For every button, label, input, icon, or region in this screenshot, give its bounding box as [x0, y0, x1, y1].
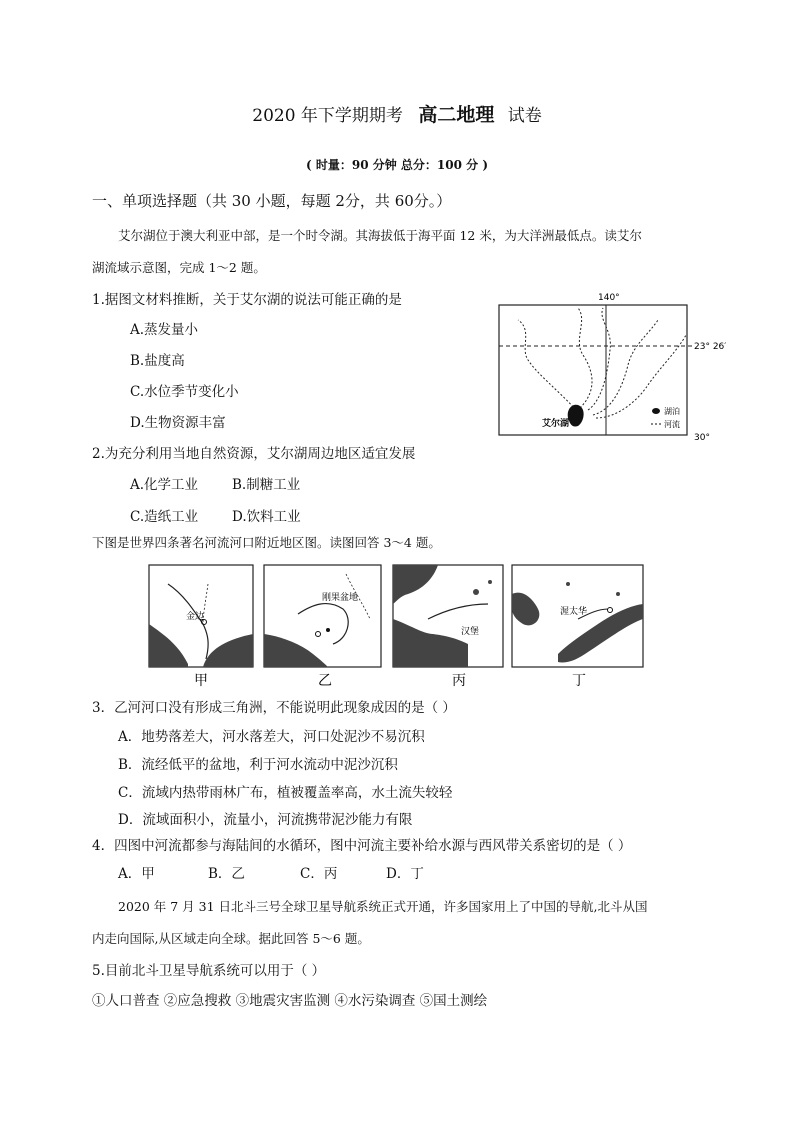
- title-subject: 高二地理: [418, 104, 495, 126]
- legend-lake-icon: [652, 408, 660, 414]
- passage3-line1: 2020 年 7 月 31 日北斗三号全球卫星导航系统正式开通，许多国家用上了中国的导航,北斗从国: [118, 899, 648, 914]
- q3-option-a: A．地势落差大，河水落差大，河口处泥沙不易沉积: [118, 729, 425, 745]
- map-label-yi: 乙: [318, 673, 332, 688]
- map-panel-bing: [393, 565, 503, 667]
- q4-option-b: B．乙: [208, 866, 245, 882]
- q4-option-a: A．甲: [118, 866, 155, 882]
- legend-river-label: 河流: [664, 420, 680, 429]
- section-heading: 一、单项选择题（共 30 小题，每题 2分，共 60分。）: [92, 192, 452, 210]
- map1-lon-label: 140°: [598, 293, 620, 303]
- map-label-ding: 丁: [572, 673, 586, 688]
- q2-option-b: B.制糖工业: [232, 477, 301, 493]
- passage1-line2: 湖流域示意图，完成 1～2 题。: [92, 260, 266, 275]
- q2-option-d: D.饮料工业: [232, 509, 301, 525]
- map-label-jia: 甲: [194, 673, 208, 688]
- map-label-bing: 丙: [452, 673, 466, 688]
- q3-stem: 3．乙河河口没有形成三角洲，不能说明此现象成因的是（ ）: [92, 700, 456, 716]
- q1-option-a: A.蒸发量小: [130, 322, 199, 338]
- map-panel-ding: [512, 565, 643, 667]
- map-bing-place: 汉堡: [461, 627, 480, 637]
- map-ding-place: 渥太华: [560, 607, 588, 617]
- map1-lake-label: 艾尔湖: [542, 419, 570, 429]
- legend-lake-label: 湖泊: [664, 407, 680, 416]
- map-jia-place: 金边: [186, 612, 205, 622]
- q3-option-c: C．流域内热带雨林广布，植被覆盖率高，水土流失较轻: [118, 785, 453, 801]
- q1-option-c: C.水位季节变化小: [130, 384, 239, 400]
- q1-option-d: D.生物资源丰富: [130, 415, 226, 431]
- q4-option-d: D．丁: [386, 866, 424, 882]
- title-prefix: 2020 年下学期期考: [252, 106, 403, 126]
- q5-stem: 5.目前北斗卫星导航系统可以用于（ ）: [92, 963, 326, 979]
- passage2-text: 下图是世界四条著名河流河口附近地区图。读图回答 3～4 题。: [92, 535, 441, 550]
- map1-lat-top-label: 23° 26′: [694, 342, 727, 352]
- q4-option-c: C．丙: [300, 866, 338, 882]
- map-panel-jia: [149, 565, 253, 667]
- lake-eyre-map: [498, 290, 748, 445]
- passage1-line1: 艾尔湖位于澳大利亚中部，是一个时令湖。其海拔低于海平面 12 米，为大洋洲最低点。读艾尔: [118, 228, 642, 243]
- q2-option-c: C.造纸工业: [130, 509, 199, 525]
- q2-option-a: A.化学工业: [130, 477, 199, 493]
- river-mouth-maps: [148, 564, 644, 688]
- q3-option-d: D．流域面积小，流量小，河流携带泥沙能力有限: [118, 812, 413, 828]
- q3-option-b: B．流经低平的盆地，利于河水流动中泥沙沉积: [118, 757, 398, 773]
- map1-lat-bottom-label: 30°: [694, 433, 710, 443]
- exam-subtitle: ( 时量：90 分钟 总分：100 分 ): [306, 158, 488, 172]
- map1-rivers: [518, 308, 686, 418]
- q1-option-b: B.盐度高: [130, 353, 185, 369]
- q2-stem: 2.为充分利用当地自然资源，艾尔湖周边地区适宜发展: [92, 446, 416, 462]
- map-yi-place: 刚果盆地: [322, 593, 359, 603]
- q4-stem: 4．四图中河流都参与海陆间的水循环，图中河流主要补给水源与西风带关系密切的是（ ）: [92, 838, 632, 854]
- lake-eyre-shape: [568, 405, 584, 427]
- q5-options: ①人口普查 ②应急搜救 ③地震灾害监测 ④水污染调查 ⑤国土测绘: [92, 993, 488, 1009]
- passage3-line2: 内走向国际,从区域走向全球。据此回答 5～6 题。: [92, 931, 370, 946]
- exam-title: [0, 100, 794, 127]
- q1-stem: 1.据图文材料推断，关于艾尔湖的说法可能正确的是: [92, 292, 402, 308]
- title-suffix: 试卷: [507, 106, 542, 126]
- map-panel-yi: [264, 565, 381, 667]
